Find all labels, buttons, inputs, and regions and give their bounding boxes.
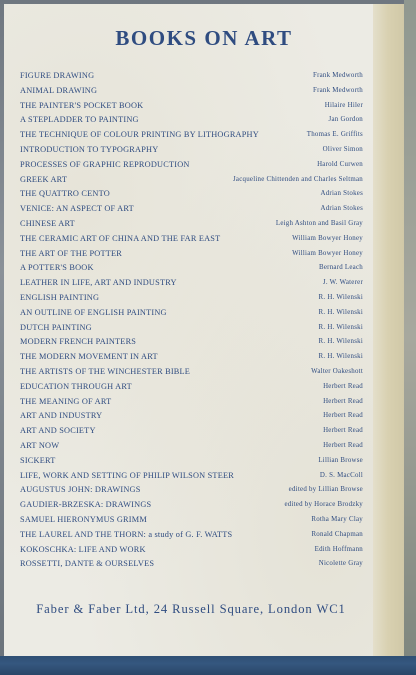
book-author: Hilaire Hiler (324, 101, 363, 109)
book-author: Adrian Stokes (320, 190, 363, 198)
book-entry (20, 248, 363, 263)
book-author: Ronald Chapman (311, 530, 363, 538)
book-entry (20, 381, 363, 396)
book-title: INTRODUCTION TO TYPOGRAPHY (20, 144, 159, 154)
book-title: SAMUEL HIERONYMUS GRIMM (20, 514, 147, 524)
book-entry (20, 100, 363, 115)
book-title: MODERN FRENCH PAINTERS (20, 337, 137, 347)
book-author: Herbert Read (323, 382, 363, 390)
book-entry (20, 159, 363, 174)
book-author: Jacqueline Chittenden and Charles Seltman (232, 175, 363, 183)
book-title: ART NOW (20, 440, 60, 450)
book-entry (20, 351, 363, 366)
book-title: THE MODERN MOVEMENT IN ART (20, 352, 158, 362)
book-title: ART AND INDUSTRY (20, 411, 103, 421)
book-author: Herbert Read (323, 427, 363, 435)
book-title: ART AND SOCIETY (20, 426, 96, 436)
book-title: DUTCH PAINTING (20, 322, 92, 332)
book-title: THE MEANING OF ART (20, 396, 112, 406)
book-title: CHINESE ART (20, 218, 75, 228)
book-entry (20, 514, 363, 529)
book-title: KOKOSCHKA: LIFE AND WORK (20, 544, 146, 554)
book-author: Leigh Ashton and Basil Gray (275, 219, 363, 227)
book-author: edited by Lillian Browse (288, 486, 363, 494)
book-entry (20, 440, 363, 455)
book-author: R. H. Wilenski (318, 323, 363, 331)
book-entry (20, 174, 363, 189)
book-author: R. H. Wilenski (318, 308, 363, 316)
book-entry (20, 366, 363, 381)
book-author: Herbert Read (323, 397, 363, 405)
book-author: Oliver Simon (322, 145, 363, 153)
book-author: Frank Medworth (312, 72, 363, 79)
book-entry (20, 484, 363, 499)
book-entry (20, 203, 363, 218)
book-entry (20, 70, 363, 85)
book-author: Herbert Read (323, 412, 363, 420)
book-title: GREEK ART (20, 174, 68, 184)
book-entry (20, 292, 363, 307)
book-title: PROCESSES OF GRAPHIC REPRODUCTION (20, 159, 190, 169)
book-entry (20, 558, 363, 573)
book-entry (20, 129, 363, 144)
book-author: Nicolette Gray (318, 560, 363, 568)
book-entry (20, 529, 363, 544)
book-title: SICKERT (20, 455, 56, 465)
book-entry (20, 425, 363, 440)
book-title: GAUDIER-BRZESKA: DRAWINGS (20, 500, 152, 510)
book-entry (20, 322, 363, 337)
book-title: LEATHER IN LIFE, ART AND INDUSTRY (20, 278, 177, 288)
book-entry (20, 410, 363, 425)
book-author: Jan Gordon (328, 116, 363, 124)
book-entry (20, 470, 363, 485)
book-title: THE PAINTER'S POCKET BOOK (20, 100, 144, 110)
book-title: EDUCATION THROUGH ART (20, 381, 132, 391)
book-entry (20, 336, 363, 351)
book-entry (20, 218, 363, 233)
book-entry (20, 233, 363, 248)
book-author: R. H. Wilenski (318, 293, 363, 301)
book-author: R. H. Wilenski (318, 338, 363, 346)
book-title: ENGLISH PAINTING (20, 292, 100, 302)
book-author: Walter Oakeshott (311, 367, 363, 375)
book-author: D. S. MacColl (319, 471, 363, 479)
book-title: THE ART OF THE POTTER (20, 248, 123, 258)
book-title: A STEPLADDER TO PAINTING (20, 115, 139, 125)
book-author: edited by Horace Brodzky (284, 501, 363, 509)
book-author: Frank Medworth (312, 86, 363, 94)
book-title: ROSSETTI, DANTE & OURSELVES (20, 559, 155, 569)
book-author: Bernard Leach (319, 264, 363, 272)
book-list (20, 70, 363, 573)
book-author: Lillian Browse (318, 456, 363, 464)
book-title: AUGUSTUS JOHN: DRAWINGS (20, 485, 141, 495)
book-author: R. H. Wilenski (318, 353, 363, 361)
book-author: Rotha Mary Clay (311, 515, 363, 523)
book-author: J. W. Waterer (322, 279, 363, 287)
book-title: THE CERAMIC ART OF CHINA AND THE FAR EAST (20, 233, 221, 243)
book-entry (20, 114, 363, 129)
book-entry (20, 277, 363, 292)
cloth-binding-edge (0, 656, 416, 675)
book-title: AN OUTLINE OF ENGLISH PAINTING (20, 307, 167, 317)
book-author: Edith Hoffmann (314, 545, 363, 553)
book-title: THE ARTISTS OF THE WINCHESTER BIBLE (20, 366, 191, 376)
book-author: Adrian Stokes (320, 205, 363, 213)
book-title: THE TECHNIQUE OF COLOUR PRINTING BY LITHOGRAPHY (20, 130, 259, 140)
book-author: Herbert Read (323, 441, 363, 449)
book-author: William Bowyer Honey (292, 249, 363, 257)
book-entry (20, 262, 363, 277)
book-entry (20, 144, 363, 159)
publisher-imprint: Faber & Faber Ltd, 24 Russell Square, London WC1 (36, 602, 346, 616)
jacket-fold (373, 4, 407, 656)
book-entry (20, 544, 363, 559)
book-edge (404, 0, 416, 675)
book-title: FIGURE DRAWING (20, 71, 95, 80)
book-author: William Bowyer Honey (292, 234, 363, 242)
book-entry (20, 188, 363, 203)
book-title: ANIMAL DRAWING (20, 85, 98, 95)
page-title: BOOKS ON ART (115, 26, 293, 50)
book-title: LIFE, WORK AND SETTING OF PHILIP WILSON STEER (20, 470, 234, 480)
book-entry (20, 307, 363, 322)
book-entry (20, 455, 363, 470)
book-title: VENICE: AN ASPECT OF ART (20, 204, 134, 214)
book-author: Thomas E. Griffits (306, 131, 363, 139)
book-entry (20, 499, 363, 514)
book-title: THE LAUREL AND THE THORN: a study of G. F. WATTS (20, 529, 233, 539)
book-title: THE QUATTRO CENTO (20, 189, 110, 199)
book-entry (20, 396, 363, 411)
book-entry (20, 85, 363, 100)
book-author: Harold Curwen (317, 160, 363, 168)
book-title: A POTTER'S BOOK (20, 263, 94, 273)
